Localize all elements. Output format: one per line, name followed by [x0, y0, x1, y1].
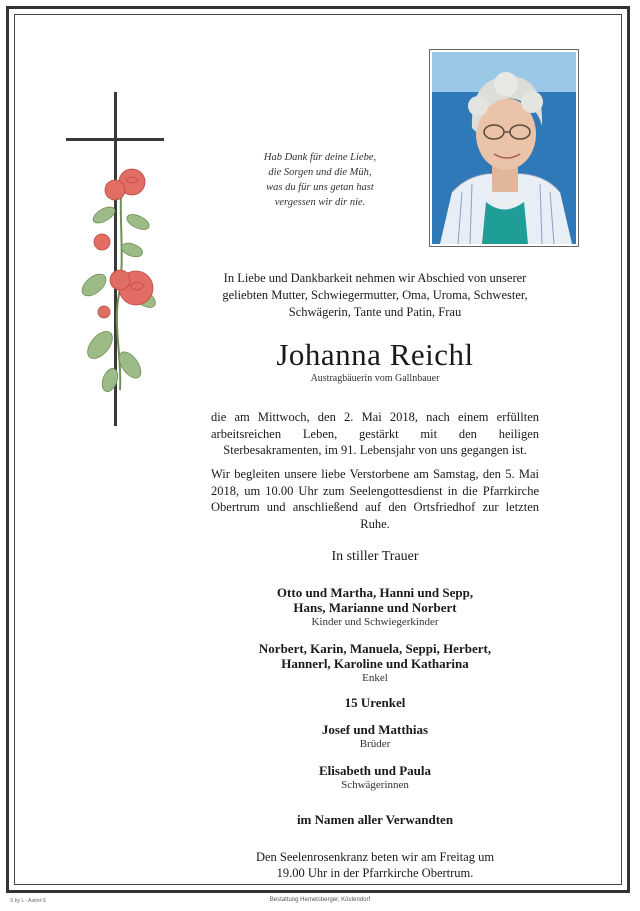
intro-text	[200, 270, 550, 321]
poem-line: vergessen wir dir nie.	[274, 197, 366, 208]
mourner-names: Norbert, Karin, Manuela, Seppi, Herbert,	[258, 641, 492, 656]
mourner-names: Josef und Matthias	[321, 722, 429, 737]
intro-line: geliebten Mutter, Schwiegermutter, Oma, Uroma, Schwester,	[222, 288, 528, 302]
portrait-photo	[429, 49, 579, 247]
rosary-notice	[200, 849, 550, 881]
mourner-names: Otto und Martha, Hanni und Sepp,	[276, 585, 474, 600]
mourner-names: Hannerl, Karoline und Katharina	[281, 656, 469, 671]
mourner-relation: Schwägerinnen	[341, 779, 409, 791]
mourner-group	[200, 641, 550, 685]
mourner-names: Hans, Marianne und Norbert	[293, 600, 457, 615]
mourner-relation: Kinder und Schwiegerkinder	[311, 616, 439, 628]
rosary-line: 19.00 Uhr in der Pfarrkirche Obertrum.	[276, 866, 474, 880]
mourner-group	[200, 722, 550, 751]
mourner-group	[200, 585, 550, 629]
mourner-group	[200, 763, 550, 792]
poem-line: was du für uns getan hast	[266, 182, 374, 193]
mourner-names: Elisabeth und Paula	[319, 763, 431, 778]
intro-line: In Liebe und Dankbarkeit nehmen wir Abschied von unserer	[223, 271, 527, 285]
poem-line: Hab Dank für deine Liebe,	[263, 152, 377, 163]
death-announcement-paragraph: die am Mittwoch, den 2. Mai 2018, nach einem erfüllten arbeitsreichen Leben, gestärkt mit den heiligen Sterbesakramenten, im 91. Lebensjahr von uns gegangen ist.	[211, 410, 539, 457]
funeral-details-paragraph: Wir begleiten unsere liebe Verstorbene am Samstag, den 5. Mai 2018, um 10.00 Uhr zum Seelengottesdienst in die Pfarrkirche Obertrum und anschließend auf den Ortsfriedhof zur letzten Ruhe.	[211, 467, 539, 531]
relatives-line: im Namen aller Verwandten	[296, 812, 454, 827]
footer-undertaker: Bestattung Hemetsberger, Köstendorf	[269, 897, 371, 903]
deceased-subtitle: Austragbäuerin vom Gallnbauer	[310, 373, 440, 384]
rosary-line: Den Seelenrosenkranz beten wir am Freitag um	[255, 850, 495, 864]
deceased-name: Johanna Reichl	[276, 337, 474, 372]
footer-code: S by L - Astrid-S	[10, 898, 46, 904]
poem	[240, 150, 400, 210]
mourning-heading: In stiller Trauer	[331, 549, 419, 564]
intro-line: Schwägerin, Tante und Patin, Frau	[288, 305, 462, 319]
mourner-relation: Enkel	[362, 672, 388, 684]
cross-with-roses-icon	[60, 90, 180, 430]
mourner-group	[200, 695, 550, 710]
poem-line: die Sorgen und die Müh,	[268, 167, 372, 178]
mourner-names: 15 Urenkel	[344, 695, 406, 710]
mourner-relation: Brüder	[359, 738, 391, 750]
